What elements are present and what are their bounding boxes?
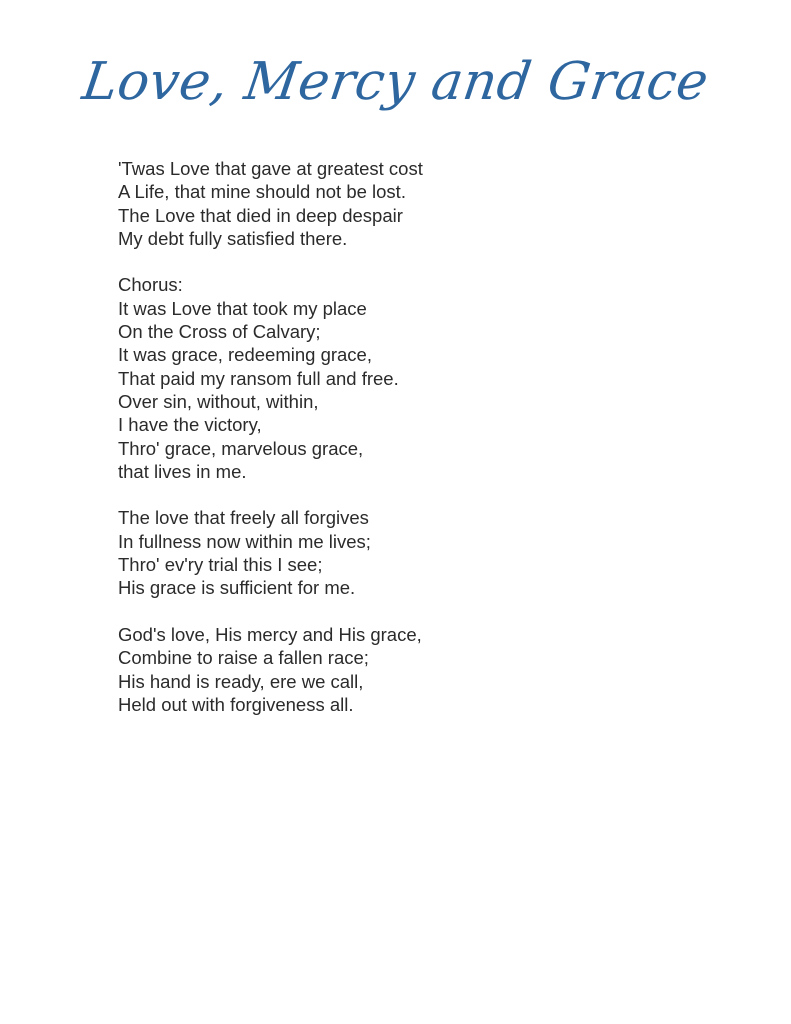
lyric-line: Thro' grace, marvelous grace, <box>118 437 364 459</box>
lyric-line: It was grace, redeeming grace, <box>118 344 372 366</box>
lyric-line: It was Love that took my place <box>118 297 367 319</box>
lyric-line: My debt fully satisfied there. <box>118 227 348 249</box>
lyric-line: That paid my ransom full and free. <box>118 367 399 389</box>
lyric-line: that lives in me. <box>118 460 247 482</box>
lyric-line: Held out with forgiveness all. <box>118 693 354 715</box>
page-title: Love, Mercy and Grace <box>78 52 713 112</box>
lyric-line: Over sin, without, within, <box>118 390 319 412</box>
lyrics-body <box>118 157 423 739</box>
lyric-line: Combine to raise a fallen race; <box>118 647 369 669</box>
stanza-verse-1 <box>118 157 423 250</box>
lyric-line: His hand is ready, ere we call, <box>118 670 364 692</box>
lyric-line: In fullness now within me lives; <box>118 530 371 552</box>
lyric-line: The Love that died in deep despair <box>118 204 403 226</box>
stanza-verse-2 <box>118 506 423 599</box>
stanza-verse-3 <box>118 623 423 716</box>
lyric-line: God's love, His mercy and His grace, <box>118 623 422 645</box>
lyric-line: On the Cross of Calvary; <box>118 321 321 343</box>
lyric-line: 'Twas Love that gave at greatest cost <box>118 158 423 179</box>
lyric-line: The love that freely all forgives <box>118 507 369 529</box>
lyric-line: A Life, that mine should not be lost. <box>118 181 406 203</box>
stanza-chorus <box>118 273 423 483</box>
lyric-line: Thro' ev'ry trial this I see; <box>118 554 323 576</box>
chorus-label: Chorus: <box>118 274 183 296</box>
lyric-line: His grace is sufficient for me. <box>118 577 356 599</box>
lyric-line: I have the victory, <box>118 414 262 436</box>
